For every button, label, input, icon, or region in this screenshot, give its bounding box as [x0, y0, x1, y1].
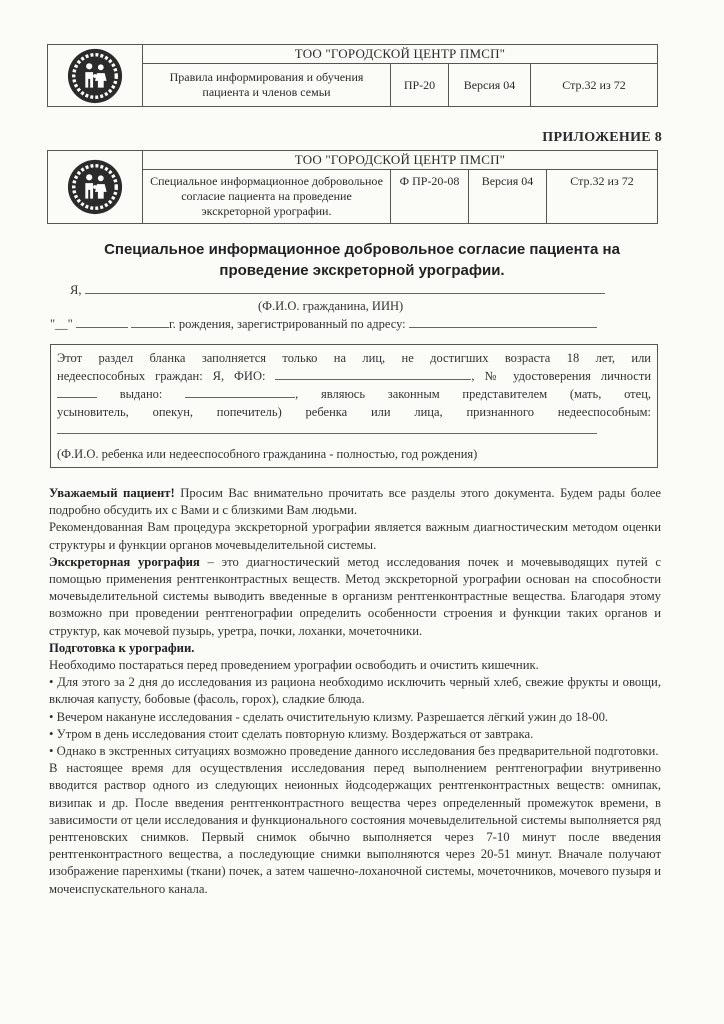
form-title-cell: Специальное информационное добровольное согласие пациента на проведение экскреторной урографии.: [143, 170, 391, 223]
child-fio-field[interactable]: [57, 423, 597, 434]
prep-item-evening: • Вечером накануне исследования - сделать очистительную клизму. Разрешается лёгкий ужин до 18-00.: [49, 709, 609, 724]
guardian-issued-field[interactable]: [185, 387, 295, 398]
birth-address-label: г. рождения, зарегистрированный по адресу:: [168, 317, 406, 331]
document-version: Версия 04: [449, 64, 531, 106]
preparation-heading-text: Подготовка к урографии.: [49, 640, 195, 655]
consent-title-line-1: Специальное информационное добровольное согласие пациента на: [104, 241, 620, 258]
address-field[interactable]: [409, 317, 597, 328]
family-logo-icon: [66, 158, 124, 216]
form-header-table: [47, 150, 658, 224]
logo-cell: [48, 45, 143, 106]
birth-address-line: [50, 317, 597, 332]
organization-name: ТОО "ГОРОДСКОЙ ЦЕНТР ПМСП": [143, 151, 657, 170]
definition-bold: Экскреторная урография: [49, 554, 200, 569]
guardian-representative-label: , являюсь законным представителем (мать, отец,: [295, 387, 652, 401]
intro-bold: Уважаемый пациент!: [49, 486, 175, 500]
appendix-label: ПРИЛОЖЕНИЕ 8: [542, 130, 662, 145]
page-number: Стр.32 из 72: [570, 174, 634, 188]
guardian-section: [50, 344, 658, 468]
form-version: Версия 04: [469, 170, 547, 223]
guardian-caption: (Ф.И.О. ребенка или недееспособного гражданина - полностью, год рождения): [57, 447, 478, 461]
fio-line: [70, 283, 605, 298]
preparation-heading: [49, 640, 661, 657]
paragraph-definition: [49, 554, 661, 640]
paragraph-method: В настоящее время для осуществления исследования перед выполнением рентгенографии внутривенно вводится раствор одного из следующих неионных йодсодержащих рентгенконтрастных веществ: омнипак, визипак и др. После введения рентгенконтрастного вещества через определенный промежуток времени, в зависимости от цели исследования и функционального состояния мочевыделительной системы выполняется ряд рентгеновских снимков. Первый снимок обычно выполняется через 7-10 минут после введения рентгенконтрастного вещества, а последующие снимки выполняются через 20-51 минут. Вначале получают изображение паренхимы (ткани) почек, а затем чашечно-лоханочной системы, мочеточников, мочевого пузыря и мочеиспускательного канала.: [49, 761, 661, 896]
birth-year-field[interactable]: [131, 317, 169, 328]
document-code: ПР-20: [391, 64, 449, 106]
birth-month-field[interactable]: [76, 317, 128, 328]
consent-title-line-2: проведение экскреторной урографии.: [219, 262, 505, 279]
logo-cell: [48, 151, 143, 223]
paragraph-procedure: Рекомендованная Вам процедура экскреторной урографии является важным диагностическим методом оценки структуры и функции органов мочевыделительной системы.: [49, 520, 661, 552]
paragraph-intro: [49, 485, 661, 519]
organization-name: ТОО "ГОРОДСКОЙ ЦЕНТР ПМСП": [143, 45, 657, 64]
family-logo-icon: [66, 47, 124, 105]
guardian-fio-label: недееспособных граждан: Я, ФИО:: [57, 369, 266, 383]
definition-text: – это диагностический метод исследования почек и мочевыводящих путей с помощью применения рентгенконтрастных веществ. Метод экскреторной урографии основан на способности мочевыделительной системы выводить введенные в организм рентгенконтрастные вещества. Благодаря этому возможно при проведении рентгенографии определить особенности строения и функции таких органов и структур, как мочевой пузырь, уретра, почки, лоханки, мочеточники.: [49, 554, 661, 638]
prep-item-morning: • Утром в день исследования стоит сделать повторную клизму. Воздержаться от завтрака.: [49, 726, 534, 741]
document-header-table: [47, 44, 658, 107]
guardian-fio-field[interactable]: [275, 369, 471, 380]
guardian-line-4: усыновитель, опекун, попечитель) ребенка или лица, признанного недееспособным:: [57, 405, 651, 419]
fio-caption: (Ф.И.О. гражданина, ИИН): [258, 299, 404, 313]
guardian-line-1: Этот раздел бланка заполняется только на лиц, не достигших возраста 18 лет, или: [57, 351, 651, 365]
date-prefix: "__": [50, 317, 73, 331]
guardian-line-3: [57, 385, 651, 403]
prep-item-emergency: • Однако в экстренных ситуациях возможно проведение данного исследования без предварительной подготовки.: [49, 744, 659, 759]
guardian-issued-label: выдано:: [119, 387, 163, 401]
paragraph-prep-intro: Необходимо постараться перед проведением урографии освободить и очистить кишечник.: [49, 658, 539, 673]
guardian-line-5: [57, 421, 651, 439]
fio-field[interactable]: [85, 283, 605, 294]
form-code: Ф ПР-20-08: [391, 170, 469, 223]
intro-text: Просим Вас внимательно прочитать все разделы этого документа. Будем рады более подробно обсудить их с Вами и с близкими Вам людьми.: [49, 486, 662, 518]
consent-title: [60, 239, 664, 281]
guardian-id-label: , № удостоверения личности: [471, 369, 652, 383]
page-number: Стр.32 из 72: [562, 77, 626, 92]
guardian-line-2: [57, 367, 651, 385]
i-label: Я,: [70, 283, 82, 297]
document-title-cell: Правила информирования и обучения пациента и членов семьи: [143, 64, 391, 106]
prep-item-diet: • Для этого за 2 дня до исследования из рациона необходимо исключить черный хлеб, свежие фрукты и овощи, включая капусту, бобовые (фасоль, горох), сладкие блюда.: [49, 675, 661, 707]
guardian-id-field[interactable]: [57, 387, 97, 398]
consent-body: [49, 485, 661, 898]
